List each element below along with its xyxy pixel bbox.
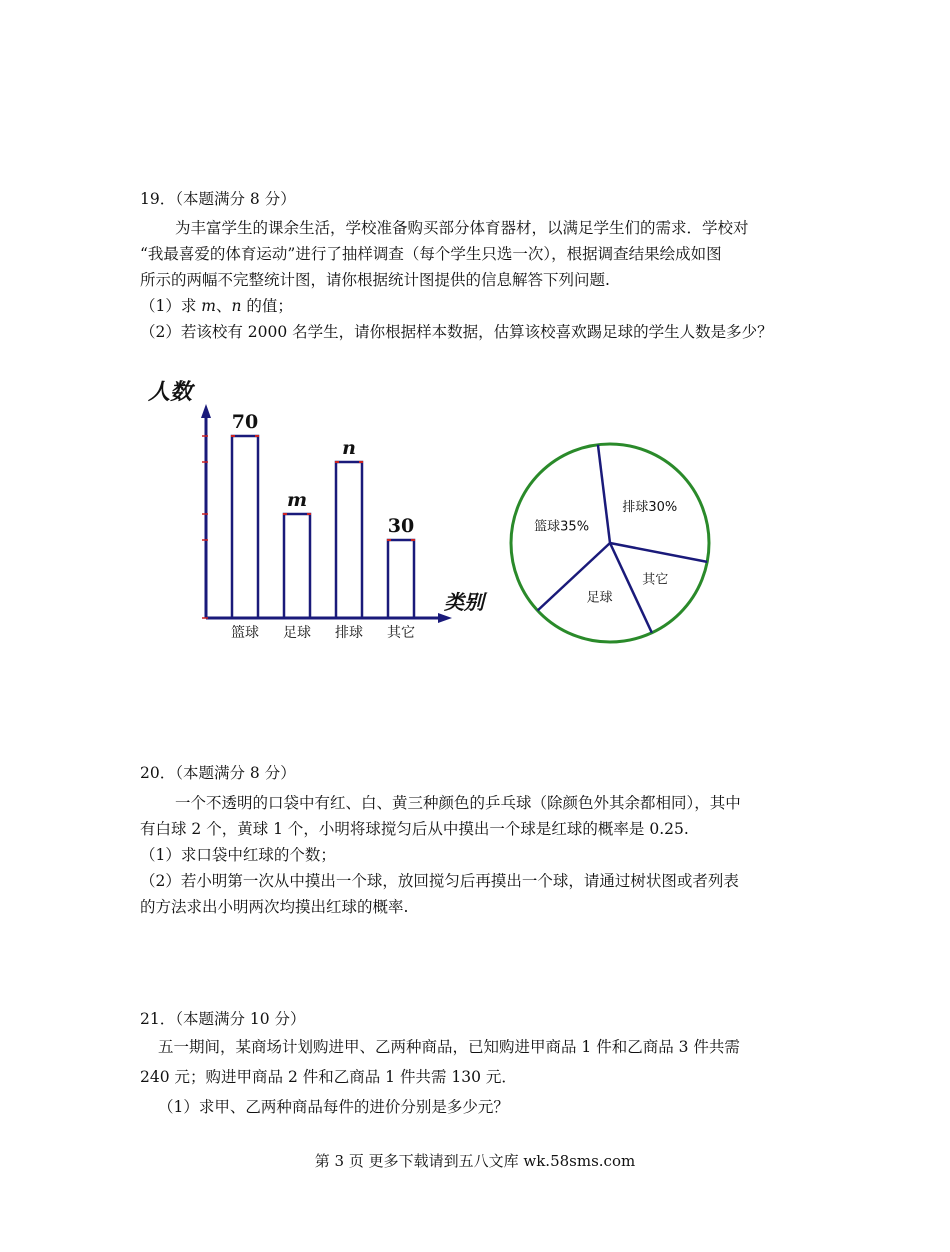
bar-data-label: 70 (231, 411, 259, 433)
bar-category-label: 其它 (387, 625, 415, 641)
bar-chart-x-axis-arrow (438, 613, 452, 623)
bar-排球 (336, 462, 362, 618)
bar-其它 (388, 540, 414, 618)
pie-slice-label: 排球30% (622, 499, 678, 515)
q21-subquestion-1: （1）求甲、乙两种商品每件的进价分别是多少元？ (158, 1098, 509, 1116)
q20-subquestion-1: （1）求口袋中红球的个数； (140, 846, 336, 864)
page-footer: 第 3 页 更多下载请到五八文库 wk.58sms.com (314, 1152, 636, 1170)
q19-subquestion-2: （2）若该校有 2000 名学生，请你根据样本数据，估算该校喜欢踢足球的学生人数是多少？ (140, 323, 773, 341)
bar-data-label: n (342, 437, 356, 459)
bar-category-label: 排球 (335, 625, 363, 641)
bar-chart-y-axis-label: 人数 (148, 380, 193, 405)
bar-data-label: m (286, 489, 308, 511)
bar-足球 (284, 514, 310, 618)
bar-category-label: 篮球 (231, 625, 259, 641)
bar-category-label: 足球 (283, 625, 311, 641)
pie-slice-boundary (610, 543, 707, 562)
q19-paragraph-line-2: “我最喜爱的体育运动”进行了抽样调查（每个学生只选一次），根据调查结果绘成如图 (140, 245, 722, 263)
pie-slice-label: 其它 (642, 572, 669, 588)
q20-subquestion-2-line-2: 的方法求出小明两次均摸出红球的概率. (140, 898, 409, 916)
q21-paragraph-line-2: 240 元；购进甲商品 2 件和乙商品 1 件共需 130 元． (140, 1068, 517, 1086)
bar-chart (148, 380, 488, 641)
bar-chart-y-axis-arrow (201, 404, 211, 418)
pie-slice-boundary (610, 543, 652, 633)
q20-paragraph-line-2: 有白球 2 个，黄球 1 个，小明将球搅匀后从中摸出一个球是红球的概率是 0.25. (140, 820, 689, 838)
q20-header: 20．（本题满分 8 分） (140, 764, 296, 782)
bar-chart-x-axis-label: 类别 (444, 590, 484, 614)
q21-paragraph-line-1: 五一期间，某商场计划购进甲、乙两种商品，已知购进甲商品 1 件和乙商品 3 件共需 (158, 1038, 740, 1056)
q19-subquestion-1: （1）求 m、n 的值； (140, 297, 293, 315)
q20-paragraph-line-1: 一个不透明的口袋中有红、白、黄三种颜色的乒乓球（除颜色外其余都相同），其中 (175, 794, 741, 812)
q19-header: 19．（本题满分 8 分） (140, 190, 296, 208)
q19-paragraph-line-3: 所示的两幅不完整统计图，请你根据统计图提供的信息解答下列问题. (140, 271, 610, 289)
pie-chart (511, 444, 709, 642)
pie-slice-boundary (598, 445, 610, 543)
q21-header: 21．（本题满分 10 分） (140, 1010, 306, 1028)
bar-篮球 (232, 436, 258, 618)
q19-paragraph-line-1: 为丰富学生的课余生活，学校准备购买部分体育器材，以满足学生们的需求．学校对 (175, 219, 749, 237)
pie-slice-label: 篮球35% (534, 519, 590, 535)
bar-data-label: 30 (387, 515, 415, 537)
q20-subquestion-2-line-1: （2）若小明第一次从中摸出一个球，放回搅匀后再摸出一个球，请通过树状图或者列表 (140, 872, 739, 890)
pie-slice-label: 足球 (586, 590, 613, 606)
